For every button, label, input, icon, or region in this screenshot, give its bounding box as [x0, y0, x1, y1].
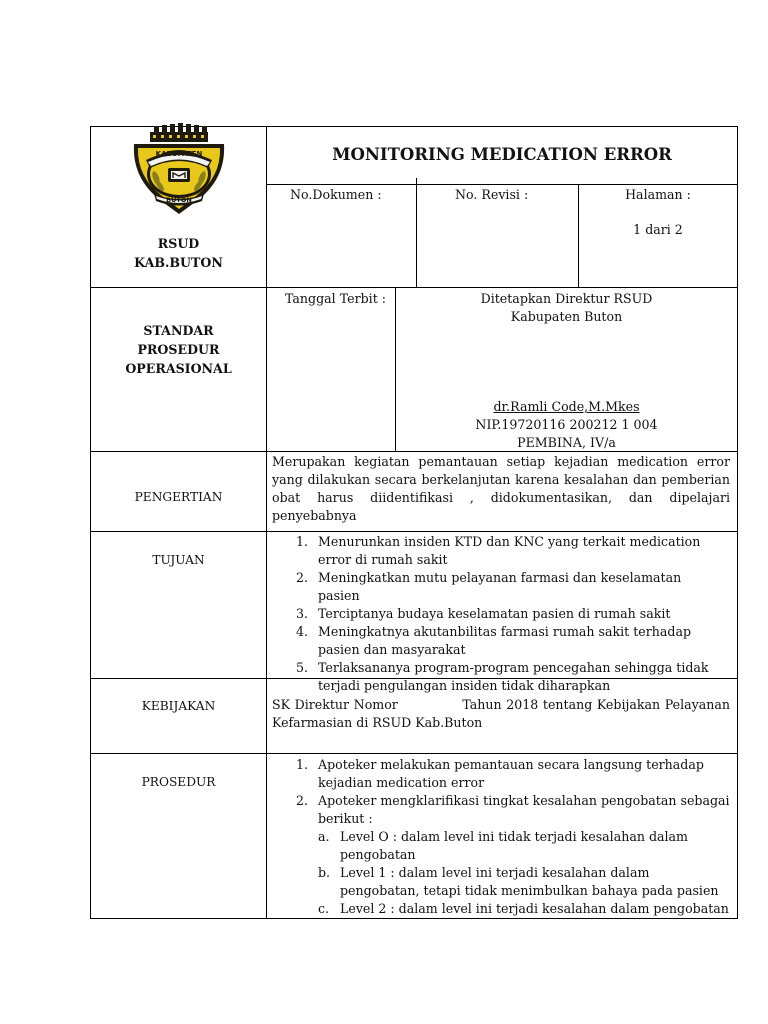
row-divider-1 — [90, 287, 738, 288]
list-item — [296, 605, 714, 623]
table-border-right — [737, 126, 738, 919]
prosedur-list — [296, 756, 732, 828]
list-item — [296, 533, 714, 569]
list-number: 5. — [296, 660, 309, 675]
prosedur-label: PROSEDUR — [141, 775, 216, 789]
sublist-item — [318, 900, 732, 918]
sublist-letter: c. — [318, 901, 330, 916]
document-title: MONITORING MEDICATION ERROR — [332, 145, 672, 164]
tanggal-terbit-label: Tanggal Terbit : — [285, 291, 386, 306]
sop-label-line-3: OPERASIONAL — [125, 361, 232, 376]
halaman-value: 1 dari 2 — [633, 222, 683, 237]
list-number: 4. — [296, 624, 309, 639]
list-text: Apoteker melakukan pemantauan secara langsung terhadap kejadian medication error — [318, 757, 704, 790]
table-border-bottom — [90, 918, 738, 919]
list-item — [296, 756, 732, 792]
list-text: Menurunkan insiden KTD dan KNC yang terkait medication error di rumah sakit — [318, 534, 701, 567]
list-item — [296, 623, 714, 659]
sublist-item — [318, 864, 732, 900]
list-number: 1. — [296, 534, 309, 549]
no-revisi-label: No. Revisi : — [455, 187, 529, 202]
institution-line-1: RSUD — [157, 236, 200, 251]
list-item — [296, 792, 732, 828]
sublist-item — [318, 828, 732, 864]
sublist-letter: a. — [318, 829, 330, 844]
list-text: Meningkatnya akutanbilitas farmasi rumah sakit terhadap pasien dan masyarakat — [318, 624, 692, 657]
pengertian-text: Merupakan kegiatan pemantauan setiap kejadian medication error yang dilakukan secara berkelanjutan karena kesalahan dan pemberian obat harus diidentifikasi , didokumentasikan, dan dipelajari penyebabnya — [272, 454, 730, 523]
list-number: 1. — [296, 757, 309, 772]
list-item — [296, 569, 714, 605]
signer-name: dr.Ramli Code,M.Mkes — [493, 399, 640, 414]
list-number: 2. — [296, 793, 309, 808]
ditetapkan-line-2: Kabupaten Buton — [510, 309, 623, 324]
sublist-letter: b. — [318, 865, 331, 880]
ditetapkan-line-1: Ditetapkan Direktur RSUD — [480, 291, 653, 306]
row-divider-5 — [90, 753, 738, 754]
logo-bottom-text: BUTON — [166, 196, 192, 204]
tujuan-label: TUJUAN — [152, 553, 205, 567]
header-divider-a — [416, 178, 417, 288]
tujuan-list — [296, 533, 714, 695]
kebijakan-label: KEBIJAKAN — [141, 699, 216, 713]
label-column-divider — [266, 126, 267, 919]
sublist-text: Level 2 : dalam level ini terjadi kesalahan dalam pengobatan — [340, 901, 729, 916]
list-text: Terciptanya budaya keselamatan pasien di rumah sakit — [318, 606, 671, 621]
list-text: Terlaksananya program-program pencegahan sehingga tidak terjadi pengulangan insiden tidak diharapkan — [318, 660, 709, 693]
list-number: 2. — [296, 570, 309, 585]
header-row-divider — [266, 184, 738, 185]
sublist-text: Level O : dalam level ini tidak terjadi kesalahan dalam pengobatan — [340, 829, 688, 862]
sublist-text: Level 1 : dalam level ini terjadi kesalahan dalam pengobatan, tetapi tidak menimbulkan bahaya pada pasien — [340, 865, 719, 898]
kebijakan-text: SK Direktur Nomor Tahun 2018 tentang Kebijakan Pelayanan Kefarmasian di RSUD Kab.Buton — [272, 697, 735, 730]
list-number: 3. — [296, 606, 309, 621]
list-text: Apoteker mengklarifikasi tingkat kesalahan pengobatan sebagai berikut : — [318, 793, 730, 826]
row-divider-3 — [90, 531, 738, 532]
sop-label-line-1: STANDAR — [143, 323, 214, 338]
prosedur-sublist — [318, 828, 732, 918]
halaman-label: Halaman : — [625, 187, 691, 202]
logo-top-text: KABUPATEN — [155, 150, 203, 158]
sop-label-line-2: PROSEDUR — [137, 342, 220, 357]
list-item — [296, 659, 714, 695]
no-dokumen-label: No.Dokumen : — [290, 187, 382, 202]
list-text: Meningkatkan mutu pelayanan farmasi dan keselamatan pasien — [318, 570, 682, 603]
signer-rank: PEMBINA, IV/a — [517, 435, 616, 450]
pengertian-label: PENGERTIAN — [134, 490, 223, 504]
signer-nip: NIP.19720116 200212 1 004 — [475, 417, 658, 432]
institution-line-2: KAB.BUTON — [134, 255, 223, 270]
